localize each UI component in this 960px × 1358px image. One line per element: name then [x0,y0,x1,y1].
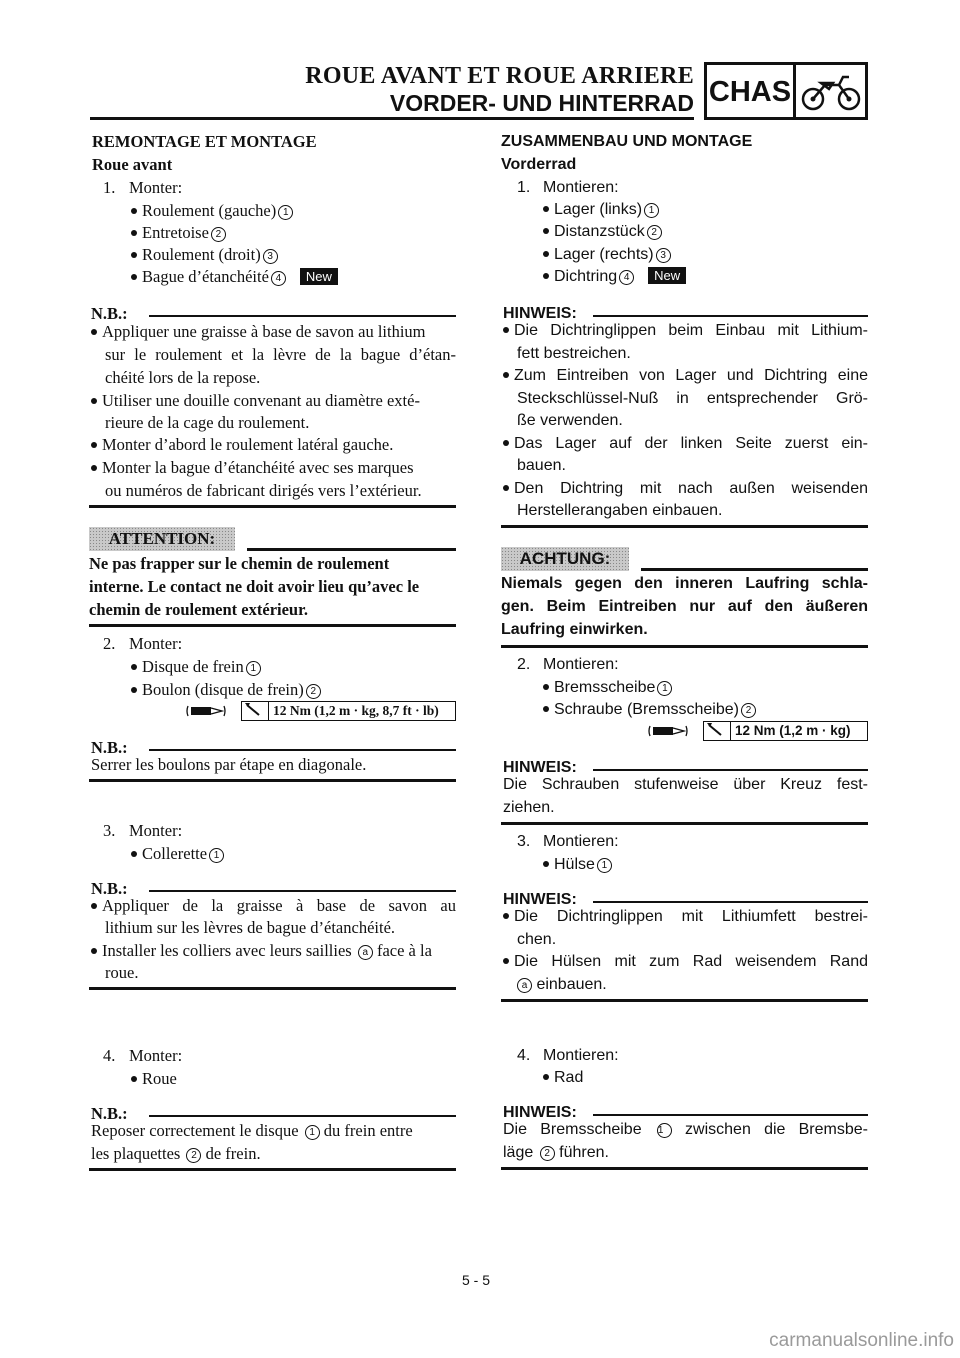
note-label: HINWEIS: [503,759,577,776]
note-line: Appliquer de la graisse à base de savon au [91,895,456,917]
note-line: fett bestreichen. [517,345,631,362]
step-2-number: 2. [103,634,116,653]
note-line: Die Dichtringlippen beim Einbau mit Lithium- [503,320,868,342]
caution-rule [247,548,456,551]
note-line: Utiliser une douille convenant au diamètre exté- [91,390,420,412]
note-rule [593,315,868,317]
bullet [131,252,137,258]
list-item: Bague d’étanchéité 4 New [131,266,338,288]
bullet [543,206,549,212]
bullet [543,706,549,712]
bullet [503,958,509,964]
note-line: Reposer correctement le disque 1 du frein entre [91,1121,413,1140]
step-1-label: Montieren: [543,179,619,196]
bullet [131,851,137,857]
step-3-label: Monter: [129,821,183,840]
note-line: Serrer les boulons par étape en diagonale. [91,755,367,774]
note-label: N.B.: [91,738,128,757]
callout-2: 2 [540,1146,555,1161]
note-line: Monter la bague d’étanchéité avec ses marques [91,457,414,479]
bullet [131,230,137,236]
wrench-icon [242,702,269,720]
bullet [131,274,137,280]
list-item: Lager (links) 1 [543,199,659,221]
section-code: CHAS [708,76,792,108]
header-title-de: VORDER- UND HINTERRAD [389,90,694,116]
step-4-label: Monter: [129,1046,183,1065]
bullet [91,329,97,335]
callout-1: 1 [644,203,659,218]
caution-line: Niemals gegen den inneren Laufring schla- [501,575,868,592]
list-item: Dichtring 4 New [543,266,686,288]
torque-spec [703,721,868,741]
note-line: rieure de la cage du roulement. [105,413,310,432]
bullet [131,664,137,670]
note-label: HINWEIS: [503,305,577,322]
list-item: Hülse 1 [543,854,612,876]
callout-2: 2 [186,1148,201,1163]
caution-label: ACHTUNG: [501,547,629,571]
step-2-label: Monter: [129,634,183,653]
list-item: Bremsscheibe 1 [543,677,672,699]
note-label: HINWEIS: [503,891,577,908]
header-title-fr: ROUE AVANT ET ROUE ARRIERE [305,63,694,89]
caution-line: gen. Beim Eintreiben nur auf den äußeren [501,598,868,615]
note-line: Die Bremsscheibe 1 zwischen die Bremsbe- [503,1121,868,1138]
note-label: N.B.: [91,304,128,323]
list-item: Roulement (gauche) 1 [131,200,293,222]
bullet [91,465,97,471]
note-line: ziehen. [503,799,555,816]
note-rule [593,901,868,903]
step-1-label: Monter: [129,178,183,197]
subheading: Vorderrad [501,156,577,173]
list-item: Boulon (disque de frein) 2 [131,679,321,701]
caution-label: ATTENTION: [89,527,235,551]
callout-2: 2 [211,227,226,242]
callout-3: 3 [656,248,671,263]
step-4-number: 4. [517,1047,531,1064]
bullet [543,228,549,234]
note-line: ou numéros de fabricant dirigés vers l’extérieur. [105,481,422,500]
list-item: Roue [131,1068,177,1090]
note-end-rule [89,1168,456,1171]
list-item: Distanzstück 2 [543,221,662,243]
note-line: Die Schrauben stufenweise über Kreuz fest- [503,776,868,793]
subheading: Roue avant [92,155,173,174]
caution-end-rule [89,624,456,627]
caution-line: interne. Le contact ne doit avoir lieu qu’avec le [89,577,420,596]
thread-lock-icon [186,703,230,719]
bullet [543,684,549,690]
callout-1: 1 [305,1125,320,1140]
column-de [501,0,868,1358]
step-2-label: Montieren: [543,656,619,673]
step-3-number: 3. [517,833,531,850]
bullet [543,1074,549,1080]
caution-line: Laufring einwirken. [501,621,648,638]
note-end-rule [501,999,868,1002]
note-line: Die Hülsen mit zum Rad weisendem Rand [503,951,868,973]
note-line: roue. [105,963,139,982]
caution-end-rule [501,645,868,648]
page-number: 5 - 5 [462,1272,491,1288]
callout-1: 1 [209,848,224,863]
callout-a: a [358,945,373,960]
note-line: Den Dichtring mit nach außen weisenden [503,478,868,500]
note-label: HINWEIS: [503,1104,577,1121]
thread-lock-icon [648,723,692,739]
note-end-rule [501,525,868,528]
wrench-icon [704,722,731,740]
torque-spec [241,701,456,721]
step-1-number: 1. [517,179,531,196]
note-end-rule [89,505,456,508]
note-line: sur le roulement et la lèvre de la bague d’étan- [105,345,456,364]
list-item: Entretoise 2 [131,222,226,244]
note-end-rule [501,1167,868,1170]
bullet [131,687,137,693]
note-label: N.B.: [91,1104,128,1123]
list-item: Roulement (droit) 3 [131,244,278,266]
note-line: Steckschlüssel-Nuß in entsprechender Grö- [517,390,868,407]
caution-line: chemin de roulement extérieur. [89,600,309,619]
note-rule [593,1114,868,1116]
note-line: Zum Eintreiben von Lager und Dichtring eine [503,365,868,387]
note-line: Herstellerangaben einbauen. [517,502,723,519]
step-1-number: 1. [103,178,116,197]
list-item: Rad [543,1067,583,1089]
note-line: Installer les colliers avec leurs saillies a face à la [91,940,432,962]
callout-1: 1 [657,1123,672,1138]
caution-line: Ne pas frapper sur le chemin de roulement [89,554,390,573]
note-end-rule [89,987,456,990]
note-line: Appliquer une graisse à base de savon au lithium [91,321,456,343]
watermark: carmanualsonline.info [769,1330,954,1351]
note-end-rule [89,779,456,782]
heading: ZUSAMMENBAU UND MONTAGE [501,133,753,150]
bullet [503,440,509,446]
bullet [91,398,97,404]
callout-4: 4 [619,270,634,285]
step-3-label: Montieren: [543,833,619,850]
bullet [91,442,97,448]
bullet [503,913,509,919]
note-line: Die Dichtringlippen mit Lithiumfett bestrei- [503,906,868,928]
step-3-number: 3. [103,821,116,840]
torque-value: 12 Nm (1,2 m · kg) [735,723,851,738]
note-line: lithium sur les lèvres de bague d’étanchéité. [105,918,396,937]
heading: REMONTAGE ET MONTAGE [92,132,317,151]
step-4-label: Montieren: [543,1047,619,1064]
callout-1: 1 [278,205,293,220]
bullet [131,1076,137,1082]
note-line: ße verwenden. [517,412,623,429]
bullet [543,273,549,279]
note-label: N.B.: [91,879,128,898]
callout-1: 1 [657,681,672,696]
note-end-rule [501,822,868,825]
bullet [503,327,509,333]
note-line: Das Lager auf der linken Seite zuerst ein- [503,433,868,455]
bullet [543,251,549,257]
callout-2: 2 [647,225,662,240]
callout-2: 2 [306,684,321,699]
caution-rule [641,568,868,571]
note-rule [149,315,456,317]
note-line: Monter d’abord le roulement latéral gauche. [91,434,393,456]
step-2-number: 2. [517,656,531,673]
torque-value: 12 Nm (1,2 m · kg, 8,7 ft · lb) [273,703,439,718]
list-item: Lager (rechts) 3 [543,244,671,266]
callout-1: 1 [246,661,261,676]
note-line: bauen. [517,457,566,474]
note-rule [149,749,456,751]
list-item: Collerette 1 [131,843,224,865]
callout-4: 4 [271,271,286,286]
new-badge: New [300,268,338,285]
new-badge: New [648,267,686,284]
bullet [91,948,97,954]
column-fr [89,0,456,1358]
bullet [503,372,509,378]
note-line: a einbauen. [517,974,607,996]
bullet [91,903,97,909]
bullet [543,861,549,867]
note-line: läge 2 führen. [503,1144,609,1161]
note-line: les plaquettes 2 de frein. [91,1144,261,1163]
step-4-number: 4. [103,1046,116,1065]
note-rule [149,890,456,892]
note-line: chen. [517,931,557,948]
callout-2: 2 [741,703,756,718]
bullet [503,485,509,491]
callout-3: 3 [263,249,278,264]
list-item: Schraube (Bremsscheibe) 2 [543,699,756,721]
callout-1: 1 [597,858,612,873]
bullet [131,208,137,214]
list-item: Disque de frein 1 [131,656,261,678]
note-rule [149,1115,456,1117]
note-line: chéité lors de la repose. [105,368,261,387]
note-rule [593,769,868,771]
callout-a: a [517,978,532,993]
